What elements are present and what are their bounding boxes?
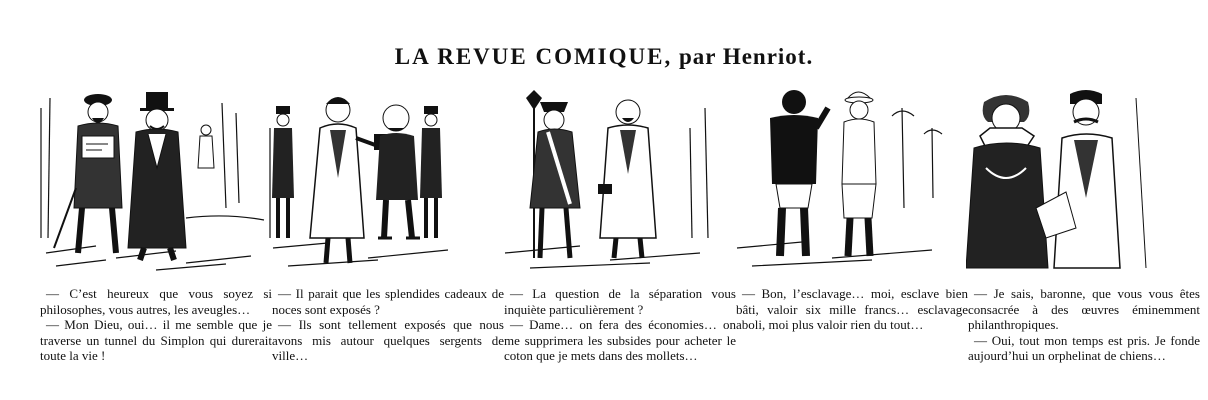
illustration-wedding-gifts <box>268 88 500 274</box>
title-main: LA REVUE COMIQUE, <box>394 44 673 69</box>
caption-panel-2 <box>272 286 504 364</box>
dialogue-line: — Dame… on fera des économies… on me supprimera les subsides pour acheter le coton que je mets dans des mollets… <box>504 317 736 363</box>
illustration-separation <box>500 88 732 274</box>
caption-panel-1 <box>40 286 272 364</box>
title-byline: par Henriot. <box>678 44 814 69</box>
page-title <box>0 44 1208 70</box>
dialogue-line: — Mon Dieu, oui… il me semble que je traverse un tunnel du Simplon qui durerait toute la vie ! <box>40 317 272 363</box>
dialogue-line: — Oui, tout mon temps est pris. Je fonde aujourd’hui un orphelinat de chiens… <box>968 332 1200 363</box>
illustration-blind-man <box>36 88 268 274</box>
dialogue-line: — Je sais, baronne, que vous vous êtes consacrée à des œuvres éminemment philanthropiques. <box>968 286 1200 332</box>
illustration-slavery <box>732 88 964 274</box>
caption-panel-4 <box>736 286 968 333</box>
dialogue-line: — Il parait que les splendides cadeaux de noces sont exposés ? <box>272 286 504 317</box>
illustration-baroness <box>966 88 1198 274</box>
comic-panel-5 <box>966 88 1198 274</box>
comic-panel-2 <box>268 88 500 274</box>
comic-panel-4 <box>732 88 964 274</box>
caption-panel-3 <box>504 286 736 364</box>
dialogue-line: — Bon, l’esclavage… moi, esclave bien bâti, valoir six mille francs… esclavage aboli, moi plus valoir rien du tout… <box>736 286 968 332</box>
comic-panel-3 <box>500 88 732 274</box>
comic-panel-1 <box>36 88 268 274</box>
caption-panel-5 <box>968 286 1200 364</box>
dialogue-line: — C’est heureux que vous soyez si philosophes, vous autres, les aveugles… <box>40 286 272 317</box>
dialogue-line: — La question de la séparation vous inquiète particulièrement ? <box>504 286 736 317</box>
dialogue-line: — Ils sont tellement exposés que nous avons mis autour quelques sergents de ville… <box>272 317 504 363</box>
